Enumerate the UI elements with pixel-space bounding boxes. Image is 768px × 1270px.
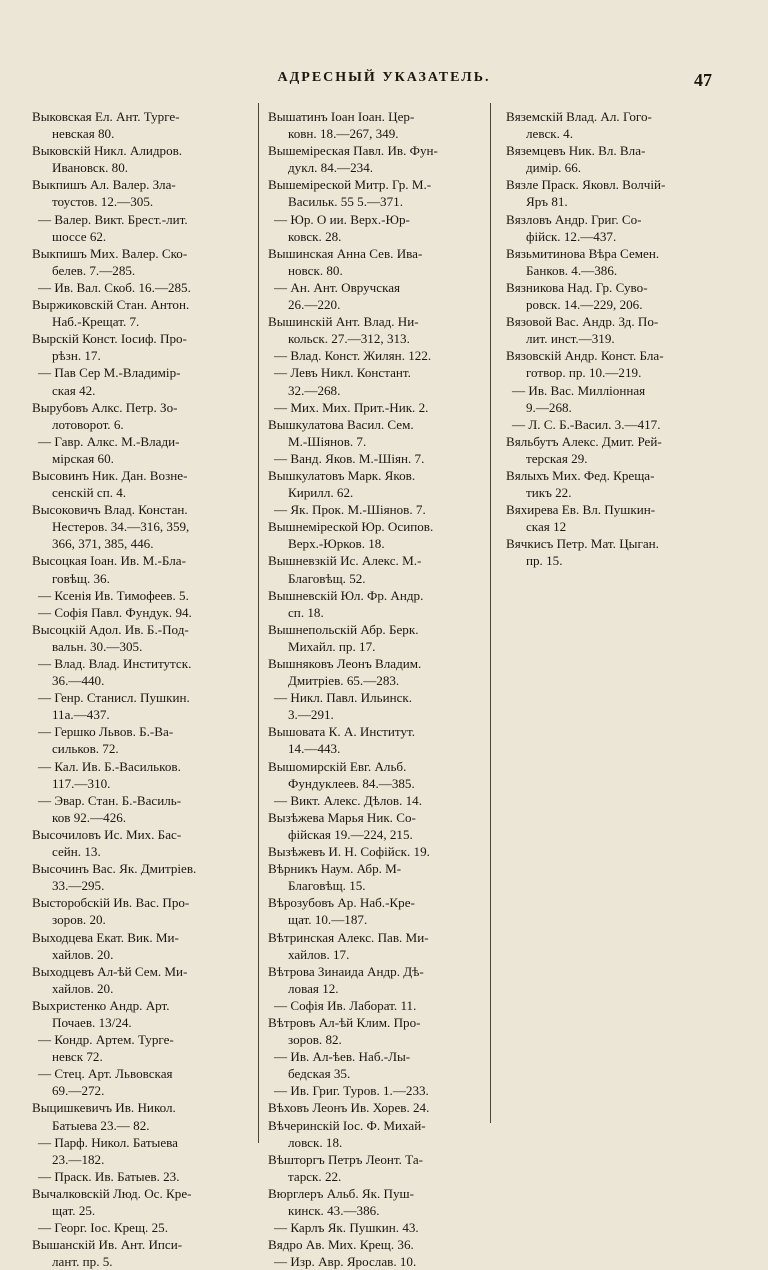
entry-line: — Изр. Авр. Ярослав. 10. [274, 1254, 417, 1270]
directory-entry [268, 723, 476, 757]
entry-line: Вышкулатовъ Марк. Яков. [268, 467, 416, 483]
directory-entry [32, 552, 242, 586]
directory-entry [506, 347, 716, 381]
entry-line: Вяземскій Влад. Ал. Гого- [506, 109, 652, 124]
directory-entry [32, 963, 242, 997]
entry-line: Вышнеміреской Юр. Осипов. [268, 519, 434, 535]
entry-line: Вѣчеринскій Іос. Ф. Михай- [268, 1117, 426, 1133]
directory-entry [268, 416, 476, 450]
directory-entry [32, 723, 242, 757]
directory-entry [268, 108, 476, 142]
entry-line: Вышатинъ Іоан Іоан. Цер- [268, 109, 415, 124]
directory-column-3 [506, 108, 716, 570]
directory-entry [32, 108, 242, 142]
entry-line: — Ан. Ант. Овручская [274, 279, 401, 295]
entry-line: Вышеміреская Павл. Ив. Фун- [268, 143, 438, 159]
directory-entry [268, 843, 476, 860]
directory-entry [268, 894, 476, 928]
entry-line: — Юр. О ии. Верх.-Юр- [274, 211, 410, 227]
entry-continuation-line: димір. 66. [526, 160, 582, 176]
entry-line: Вышеміреской Митр. Гр. М.- [268, 177, 432, 193]
page-header-title: АДРЕСНЫЙ УКАЗАТЕЛЬ. [277, 70, 491, 85]
entry-line: Вядро Ав. Мих. Крещ. 36. [268, 1237, 414, 1253]
entry-line: Вырубовъ Алкс. Петр. Зо- [32, 399, 178, 415]
entry-continuation-line: пр. 15. [526, 553, 563, 569]
directory-entry [268, 450, 476, 467]
entry-line: — Ксенія Ив. Тимофеев. 5. [38, 587, 189, 603]
entry-continuation-line: терская 29. [526, 450, 588, 466]
directory-entry [32, 364, 242, 398]
entry-line: Выковскій Никл. Алидров. [32, 143, 183, 159]
entry-line: Высоцкая Іоан. Ив. М.-Бла- [32, 553, 186, 569]
directory-entry [32, 1065, 242, 1099]
directory-entry [32, 176, 242, 210]
entry-continuation-line: Банков. 4.—386. [526, 262, 618, 278]
directory-entry [32, 211, 242, 245]
entry-line: — Карлъ Як. Пушкин. 43. [274, 1220, 419, 1236]
directory-entry [32, 245, 242, 279]
directory-entry [268, 860, 476, 894]
entry-continuation-line: ловск. 18. [288, 1134, 343, 1150]
entry-continuation-line: сильков. 72. [52, 741, 119, 757]
directory-entry [268, 347, 476, 364]
entry-continuation-line: готвор. пр. 10.—219. [526, 365, 642, 381]
entry-continuation-line: Почаев. 13/24. [52, 1014, 132, 1030]
entry-continuation-line: вальн. 30.—305. [52, 638, 143, 654]
entry-continuation-line: Яръ 81. [526, 194, 568, 210]
entry-continuation-line: Наб.-Крещат. 7. [52, 314, 140, 330]
entry-line: — Генр. Станисл. Пушкин. [38, 690, 190, 706]
directory-entry [32, 997, 242, 1031]
directory-entry [268, 1185, 476, 1219]
directory-entry [32, 279, 242, 296]
entry-line: — Ив. Григ. Туров. 1.—233. [274, 1083, 429, 1099]
entry-continuation-line: 33.—295. [52, 878, 105, 894]
entry-line: Вызѣжева Марья Ник. Со- [268, 809, 416, 825]
entry-continuation-line: М.-Шіянов. 7. [288, 433, 367, 449]
entry-line: — Левъ Никл. Констант. [274, 365, 411, 381]
directory-entry [32, 142, 242, 176]
directory-entry [268, 552, 476, 586]
entry-line: — Влад. Влад. Институтск. [38, 656, 192, 671]
directory-entry [268, 689, 476, 723]
entry-line: Вышомирскій Евг. Альб. [268, 758, 407, 774]
directory-entry [268, 1082, 476, 1099]
directory-entry [268, 211, 476, 245]
entry-continuation-line: ловая 12. [288, 980, 339, 996]
entry-line: — Влад. Конст. Жилян. 122. [274, 348, 432, 364]
entry-continuation-line: ская 42. [52, 382, 96, 398]
entry-line: Вѣрозубовъ Ар. Наб.-Кре- [268, 895, 415, 911]
entry-line: — Л. С. Б.-Васил. 3.—417. [512, 416, 661, 432]
entry-line: — Гершко Львов. Б.-Ва- [38, 724, 174, 740]
entry-continuation-line: тарск. 22. [288, 1168, 342, 1184]
directory-entry [32, 433, 242, 467]
entry-continuation-line: Верх.-Юрков. 18. [288, 536, 385, 552]
entry-continuation-line: щат. 25. [52, 1203, 96, 1218]
entry-line: Высочинъ Вас. Як. Дмитріев. [32, 861, 197, 877]
directory-entry [506, 245, 716, 279]
directory-entry [268, 963, 476, 997]
entry-line: Вязле Праск. Яковл. Волчій- [506, 177, 666, 193]
directory-entry [268, 501, 476, 518]
entry-line: — Стец. Арт. Львовская [38, 1066, 173, 1082]
entry-line: — Пав Сер М.-Владимір- [38, 365, 181, 381]
directory-entry [268, 1014, 476, 1048]
entry-line: — Викт. Алекс. Дѣлов. 14. [274, 792, 422, 808]
entry-line: Вяльбутъ Алекс. Дмит. Рей- [506, 433, 662, 449]
directory-entry [32, 894, 242, 928]
entry-line: Вячкисъ Петр. Мат. Цыган. [506, 536, 659, 552]
directory-entry [32, 1134, 242, 1168]
entry-line: Выходцевъ Ал-ѣй Сем. Ми- [32, 963, 188, 979]
entry-continuation-line: сп. 18. [288, 604, 324, 620]
entry-line: Высовинъ Ник. Дан. Возне- [32, 467, 188, 483]
entry-continuation-line: 26.—220. [288, 297, 341, 313]
column-divider [490, 103, 491, 1123]
entry-continuation-line: Благовѣщ. 15. [288, 878, 366, 894]
directory-entry [268, 1048, 476, 1082]
directory-entry [268, 1219, 476, 1236]
entry-continuation-line: Васильк. 55 5.—371. [288, 194, 403, 210]
entry-continuation-line: лотоворот. 6. [52, 416, 124, 432]
directory-entry [506, 211, 716, 245]
entry-continuation-line: зоров. 20. [52, 912, 106, 928]
entry-line: Вызѣжевъ И. Н. Софійск. 19. [268, 844, 430, 860]
directory-entry [268, 399, 476, 416]
directory-entry [32, 330, 242, 364]
entry-line: Вѣрникъ Наум. Абр. М- [268, 861, 402, 877]
entry-continuation-line: сейн. 13. [52, 844, 101, 860]
directory-entry [506, 501, 716, 535]
entry-continuation-line: 9.—268. [526, 399, 572, 415]
entry-line: — Софія Ив. Лаборат. 11. [274, 997, 417, 1013]
directory-entry [268, 997, 476, 1014]
directory-entry [506, 467, 716, 501]
entry-line: Вѣховъ Леонъ Ив. Хорев. 24. [268, 1100, 430, 1116]
entry-line: Вѣтрова Зинаида Андр. Дѣ- [268, 963, 424, 979]
entry-line: — Як. Прок. М.-Шіянов. 7. [274, 502, 426, 518]
directory-entry [268, 621, 476, 655]
entry-continuation-line: 36.—440. [52, 673, 105, 689]
directory-entry [506, 108, 716, 142]
entry-continuation-line: лант. пр. 5. [52, 1254, 113, 1270]
entry-continuation-line: 3.—291. [288, 707, 334, 723]
entry-continuation-line: хайлов. 20. [52, 946, 114, 962]
directory-entry [32, 621, 242, 655]
entry-continuation-line: Фундуклеев. 84.—385. [288, 775, 415, 791]
entry-line: Вяхирева Ев. Вл. Пушкин- [506, 502, 656, 518]
entry-line: Вязловъ Андр. Григ. Со- [506, 211, 642, 227]
entry-continuation-line: ровск. 14.—229, 206. [526, 297, 643, 313]
entry-continuation-line: лит. инст.—319. [526, 331, 615, 347]
directory-entry [32, 467, 242, 501]
entry-continuation-line: Кирилл. 62. [288, 485, 354, 501]
entry-line: — Ив. Ал-ѣев. Наб.-Лы- [274, 1049, 411, 1065]
entry-line: — Эвар. Стан. Б.-Василь- [38, 792, 182, 808]
directory-entry [268, 1253, 476, 1270]
entry-continuation-line: фійская 19.—224, 215. [288, 826, 413, 842]
directory-entry [32, 826, 242, 860]
directory-entry [506, 176, 716, 210]
entry-line: Высоковичъ Влад. Констан. [32, 502, 188, 518]
entry-line: — Мих. Мих. Прит.-Ник. 2. [274, 399, 429, 415]
entry-line: — Георг. Іос. Крещ. 25. [38, 1220, 168, 1236]
entry-line: Вырскій Конст. Іосиф. Про- [32, 331, 187, 347]
directory-entry [268, 518, 476, 552]
entry-line: — Гавр. Алкс. М.-Влади- [38, 433, 180, 449]
directory-entry [268, 1117, 476, 1151]
entry-continuation-line: тоустов. 12.—305. [52, 194, 154, 210]
entry-line: Выцишкевичъ Ив. Никол. [32, 1100, 176, 1116]
directory-entry [268, 142, 476, 176]
entry-continuation-line: 11а.—437. [52, 707, 110, 723]
entry-line: — Ванд. Яков. М.-Шіян. 7. [274, 450, 425, 466]
directory-entry [32, 296, 242, 330]
entry-continuation-line: Нестеров. 34.—316, 359, [52, 519, 190, 535]
directory-entry [268, 279, 476, 313]
entry-continuation-line: ковн. 18.—267, 349. [288, 126, 399, 142]
entry-continuation-line: хайлов. 17. [288, 946, 350, 962]
entry-line: — Софія Павл. Фундук. 94. [38, 604, 192, 620]
directory-column-1 [32, 108, 242, 1270]
directory-entry [506, 382, 716, 416]
entry-continuation-line: 14.—443. [288, 741, 341, 757]
directory-entry [32, 399, 242, 433]
directory-entry [32, 1219, 242, 1236]
entry-line: Вышинскій Ант. Влад. Ни- [268, 314, 419, 330]
entry-continuation-line: кинск. 43.—386. [288, 1203, 380, 1218]
entry-continuation-line: бедская 35. [288, 1066, 351, 1082]
entry-continuation-line: ская 12 [526, 519, 567, 535]
entry-line: Выковская Ел. Ант. Турге- [32, 109, 180, 124]
directory-entry [268, 1236, 476, 1253]
entry-line: Высоцкій Адол. Ив. Б.-Под- [32, 621, 189, 637]
entry-continuation-line: ков 92.—426. [52, 809, 127, 825]
entry-continuation-line: хайлов. 20. [52, 980, 114, 996]
entry-continuation-line: зоров. 82. [288, 1032, 342, 1048]
directory-entry [506, 416, 716, 433]
entry-line: — Ив. Вал. Скоб. 16.—285. [38, 279, 191, 295]
directory-entry [32, 604, 242, 621]
entry-continuation-line: Михайл. пр. 17. [288, 638, 376, 654]
entry-line: Вышневзкій Ис. Алекс. М.- [268, 553, 422, 569]
directory-entry [268, 364, 476, 398]
directory-entry [32, 587, 242, 604]
entry-line: Вязовой Вас. Андр. Зд. По- [506, 314, 659, 330]
entry-line: — Никл. Павл. Ильинск. [274, 690, 413, 706]
directory-entry [32, 689, 242, 723]
directory-entry [32, 792, 242, 826]
entry-continuation-line: белев. 7.—285. [52, 262, 136, 278]
entry-line: Вышанскій Ив. Ант. Ипси- [32, 1237, 183, 1253]
entry-line: Вѣшторгъ Петръ Леонт. Та- [268, 1151, 424, 1167]
entry-continuation-line: тикъ 22. [526, 485, 572, 501]
directory-entry [32, 1099, 242, 1133]
entry-line: Вышкулатова Васил. Сем. [268, 416, 414, 432]
entry-continuation-line: невская 80. [52, 126, 115, 142]
entry-line: Выкпишъ Мих. Валер. Ско- [32, 245, 188, 261]
directory-entry [268, 587, 476, 621]
entry-continuation-line: левск. 4. [526, 126, 573, 142]
directory-entry [268, 1099, 476, 1116]
entry-line: Вышняковъ Леонъ Владим. [268, 656, 422, 671]
entry-line: Выхристенко Андр. Арт. [32, 997, 170, 1013]
entry-line: — Кал. Ив. Б.-Васильков. [38, 758, 181, 774]
directory-entry [32, 1185, 242, 1219]
entry-continuation-line: 117.—310. [52, 775, 111, 791]
entry-continuation-line: шоссе 62. [52, 228, 107, 244]
entry-line: Вышневскій Юл. Фр. Андр. [268, 587, 424, 603]
entry-line: Вышовата К. А. Институт. [268, 724, 416, 740]
entry-line: — Ив. Вас. Милліонная [512, 382, 646, 398]
column-divider [258, 103, 259, 1143]
directory-entry [268, 929, 476, 963]
directory-entry [32, 758, 242, 792]
directory-entry [32, 929, 242, 963]
entry-line: Выходцева Екат. Вик. Ми- [32, 929, 179, 945]
directory-entry [268, 655, 476, 689]
entry-continuation-line: кольск. 27.—312, 313. [288, 331, 410, 347]
entry-continuation-line: щат. 10.—187. [288, 912, 368, 928]
page-number: 47 [694, 70, 712, 90]
directory-entry [506, 535, 716, 569]
entry-continuation-line: 23.—182. [52, 1151, 105, 1167]
entry-continuation-line: сенскій сп. 4. [52, 485, 127, 501]
directory-entry [268, 758, 476, 792]
directory-entry [32, 501, 242, 552]
directory-entry [268, 245, 476, 279]
entry-continuation-line: Дмитріев. 65.—283. [288, 673, 400, 689]
directory-entry [268, 467, 476, 501]
entry-line: Вязьмитинова Вѣра Семен. [506, 245, 660, 261]
directory-entry [32, 1236, 242, 1270]
directory-entry [32, 1168, 242, 1185]
entry-line: Вяземцевъ Ник. Вл. Вла- [506, 143, 646, 159]
entry-line: Высторобскій Ив. Вас. Про- [32, 895, 190, 911]
directory-entry [268, 792, 476, 809]
directory-entry [268, 176, 476, 210]
entry-continuation-line: говѣщ. 36. [52, 570, 110, 586]
entry-line: Вѣтровъ Ал-ѣй Клим. Про- [268, 1014, 421, 1030]
directory-entry [506, 433, 716, 467]
entry-continuation-line: Благовѣщ. 52. [288, 570, 366, 586]
entry-continuation-line: Батыева 23.— 82. [52, 1117, 150, 1133]
directory-entry [32, 1031, 242, 1065]
entry-line: Выржиковскій Стан. Антон. [32, 297, 190, 313]
entry-continuation-line: фійск. 12.—437. [526, 228, 617, 244]
entry-line: Вѣтринская Алекс. Пав. Ми- [268, 929, 429, 945]
directory-entry [506, 142, 716, 176]
directory-entry [268, 809, 476, 843]
entry-continuation-line: мірская 60. [52, 450, 114, 466]
entry-line: — Парф. Никол. Батыева [38, 1134, 178, 1150]
entry-continuation-line: невск 72. [52, 1049, 103, 1065]
entry-line: Вялыхъ Мих. Фед. Креща- [506, 467, 655, 483]
entry-line: — Валер. Викт. Брест.-лит. [38, 211, 188, 227]
entry-line: Выкпишъ Ал. Валер. Зла- [32, 177, 176, 193]
directory-entry [32, 860, 242, 894]
entry-continuation-line: ковск. 28. [288, 228, 342, 244]
entry-continuation-line: 32.—268. [288, 382, 341, 398]
entry-line: Вязникова Над. Гр. Суво- [506, 279, 648, 295]
directory-entry [32, 655, 242, 689]
entry-line: Вышинская Анна Сев. Ива- [268, 245, 423, 261]
entry-continuation-line: рѣзн. 17. [52, 348, 101, 364]
directory-entry [268, 313, 476, 347]
entry-continuation-line: Ивановск. 80. [52, 160, 129, 176]
entry-line: Высочиловъ Ис. Мих. Бас- [32, 826, 182, 842]
entry-line: Вюрглеръ Альб. Як. Пуш- [268, 1185, 414, 1201]
directory-entry [506, 279, 716, 313]
entry-line: — Праск. Ив. Батыев. 23. [38, 1168, 180, 1184]
entry-continuation-line: дукл. 84.—234. [288, 160, 374, 176]
entry-continuation-line: 366, 371, 385, 446. [52, 536, 154, 552]
directory-entry [506, 313, 716, 347]
entry-continuation-line: новск. 80. [288, 262, 343, 278]
directory-entry [268, 1151, 476, 1185]
entry-line: Вязовскій Андр. Конст. Бла- [506, 348, 664, 364]
entry-continuation-line: 69.—272. [52, 1083, 105, 1099]
entry-line: — Кондр. Артем. Турге- [38, 1032, 174, 1048]
entry-line: Вышнепольскій Абр. Берк. [268, 621, 419, 637]
directory-column-2 [268, 108, 476, 1270]
entry-line: Вычалковскій Люд. Ос. Кре- [32, 1185, 192, 1201]
